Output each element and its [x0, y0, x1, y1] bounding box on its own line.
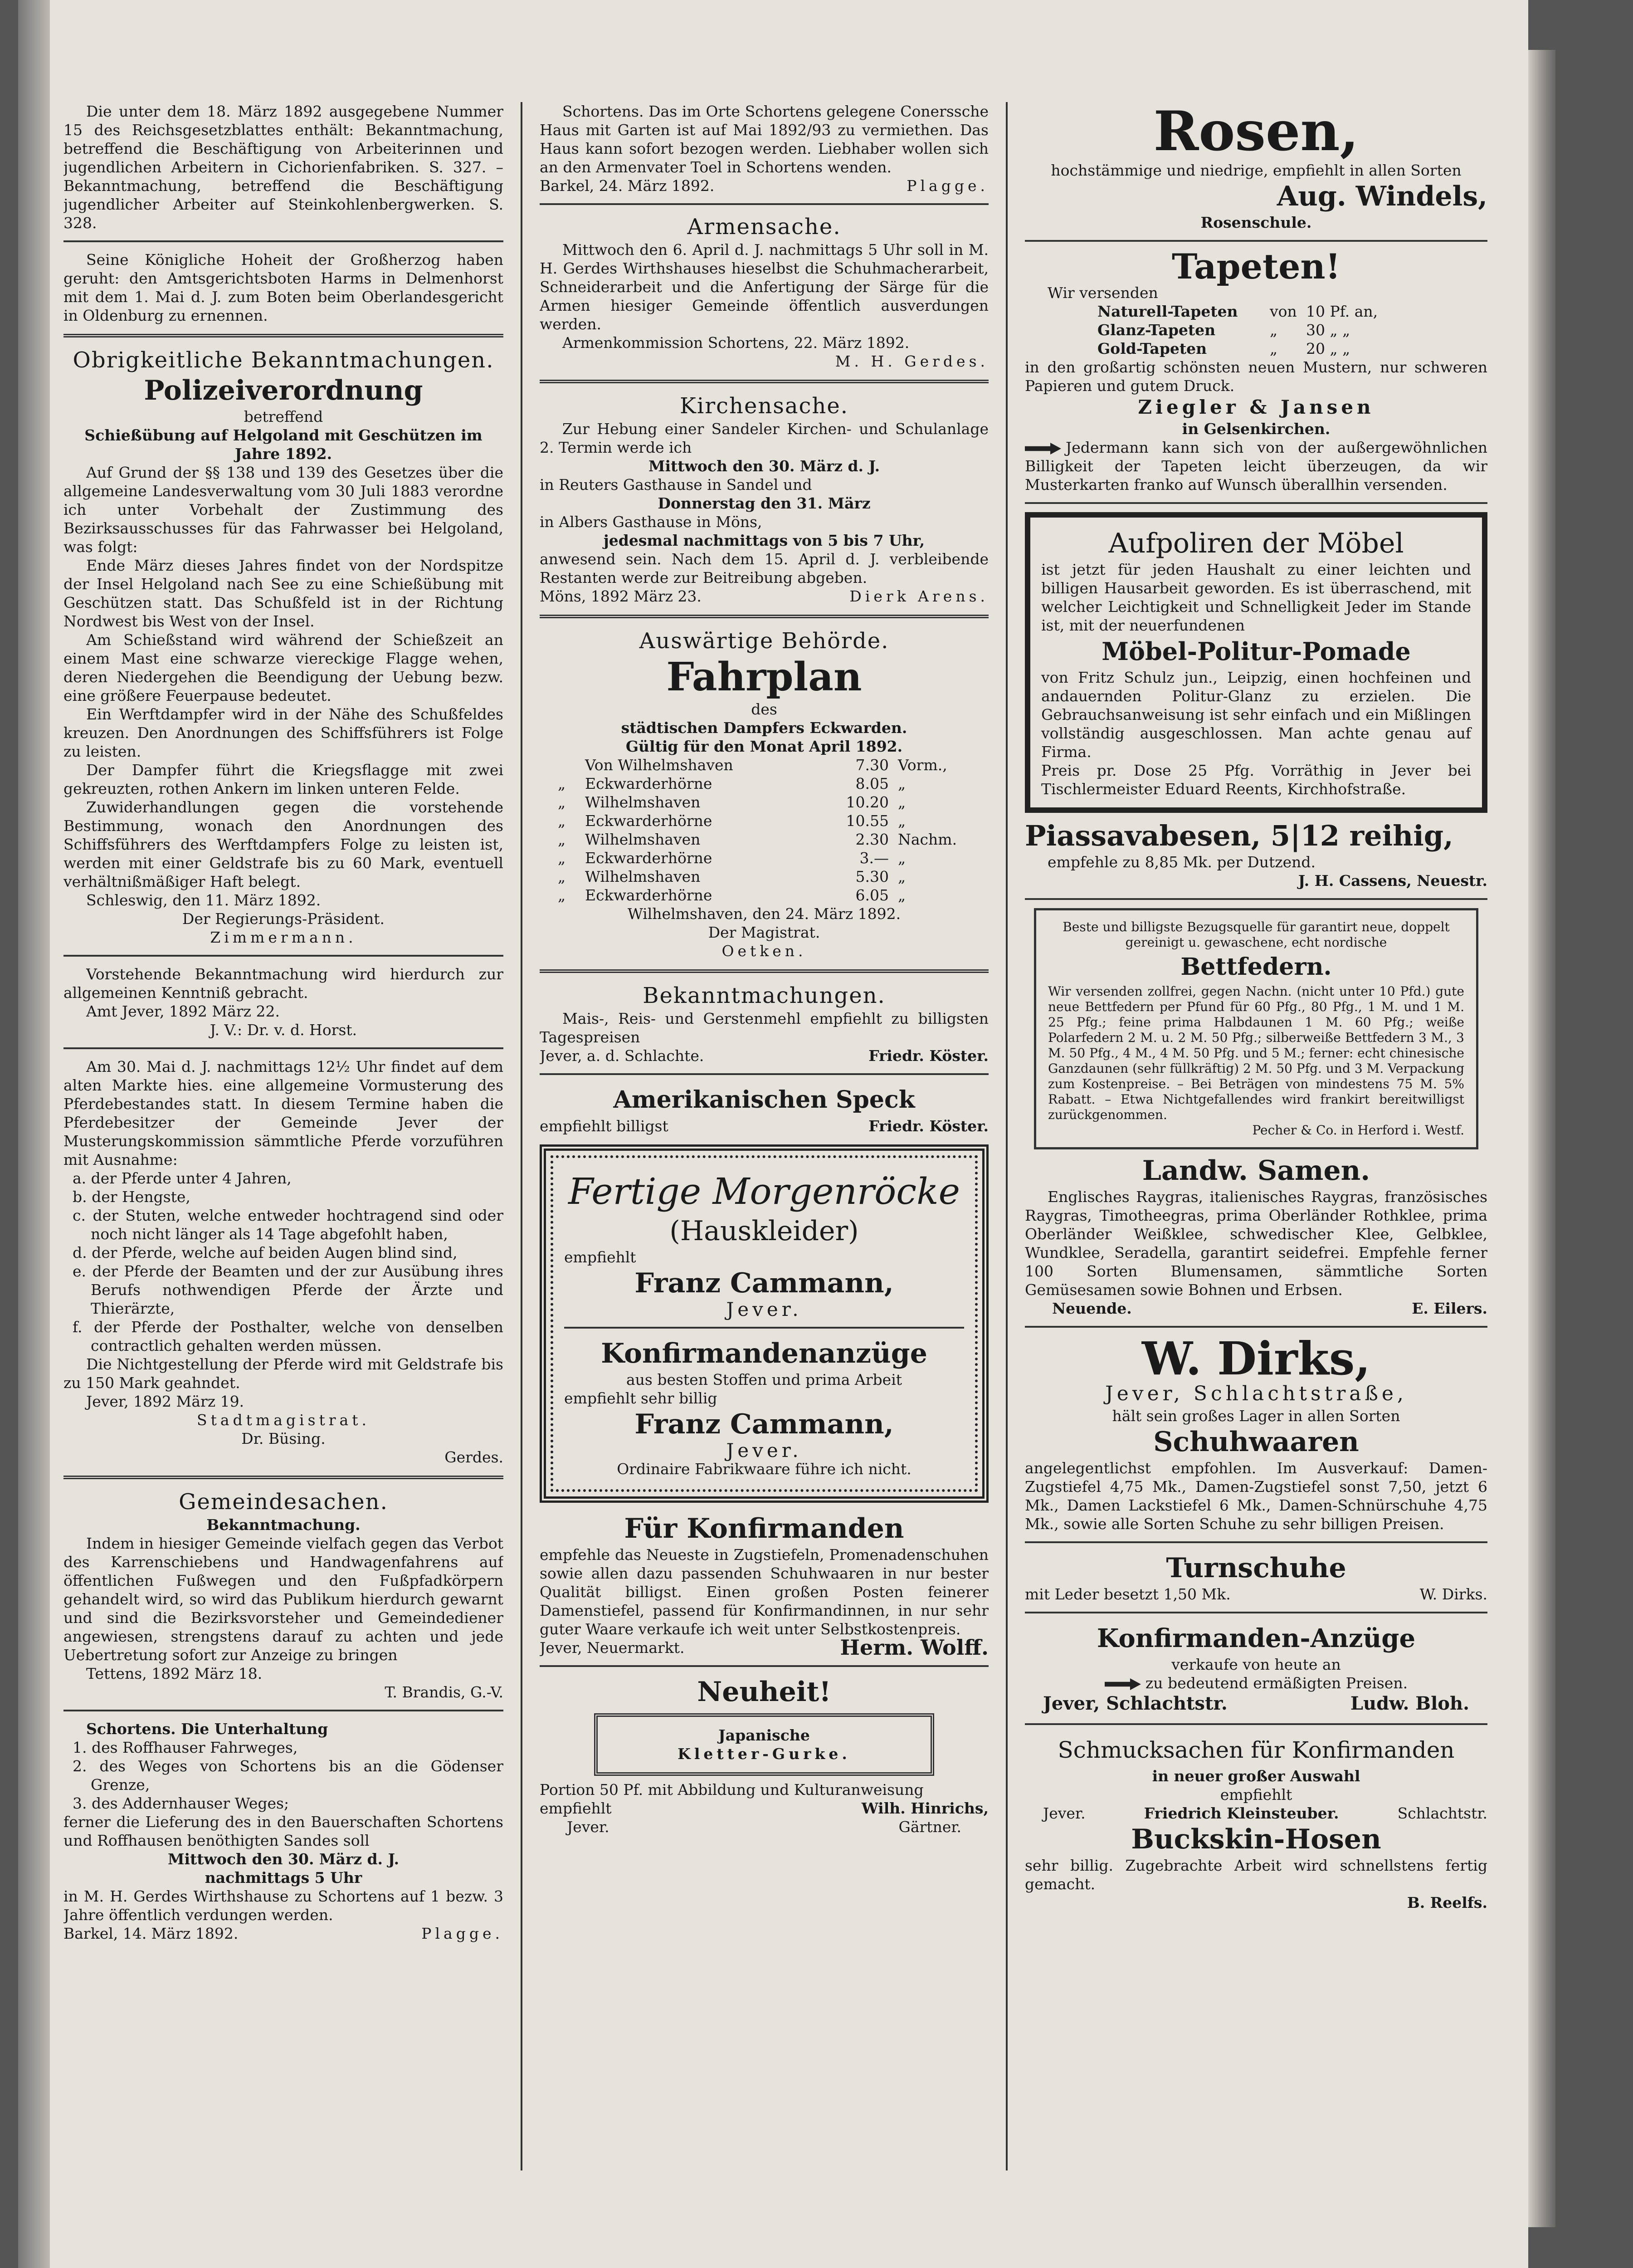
divider: [540, 1665, 989, 1667]
aufpoliren-title: Aufpoliren der Möbel: [1108, 528, 1404, 559]
schmucksachen-text: empfiehlt: [1220, 1786, 1292, 1804]
piassava-firm: J. H. Cassens, Neuestr.: [1298, 872, 1487, 890]
divider: [540, 380, 989, 383]
divider: [63, 1710, 503, 1711]
fahrplan-validity: Gültig für den Monat April 1892.: [625, 738, 903, 755]
buckskin-signature: B. Reelfs.: [1407, 1894, 1487, 1911]
tapeten-town: in Gelsenkirchen.: [1182, 420, 1331, 438]
fuer-konfirmanden-footer: [540, 1635, 989, 1660]
neuheit-town: Jever.: [567, 1818, 609, 1836]
gemeinde-paragraph: Indem in hiesiger Gemeinde vielfach gegen das Verbot des Karrenschiebens und Handwagenfahrens auf öffentlichen Fußwegen und den Fußpfadkörpern gehandelt wird, so wird das Publikum hierdurch gewarnt und sind die Bezirksvorsteher und Gemeindediener angewiesen, strengstens darauf zu achten und jede Uebertretung sofort zur Anzeige zu bringen: [63, 1535, 503, 1664]
dirks-product: Schuhwaaren: [1153, 1426, 1359, 1458]
divider: [564, 1327, 964, 1329]
tapeten-text: in den großartig schönsten neuen Mustern, nur schweren Papieren und gutem Druck.: [1025, 358, 1487, 395]
konfirmanden-anzuege-address: Jever, Schlachtstr.: [1043, 1693, 1228, 1714]
tapeten-firm: Ziegler & Jansen: [1138, 396, 1375, 418]
section-heading-armensache: Armensache.: [687, 214, 841, 240]
gemeinde-signature: T. Brandis, G.-V.: [385, 1683, 503, 1701]
tapeten-text: Wir versenden: [1048, 284, 1158, 302]
kirchen-time-bold: jedesmal nachmittags von 5 bis 7 Uhr,: [603, 532, 925, 549]
tapeten-title: Tapeten!: [1171, 246, 1341, 287]
schortens-intro: Schortens. Die Unterhaltung: [86, 1720, 328, 1738]
schortens-signature: Plagge.: [421, 1925, 503, 1942]
dirks-address: Jever, Schlachtstraße,: [1105, 1382, 1407, 1405]
section-heading-obrigkeitliche: Obrigkeitliche Bekanntmachungen.: [73, 347, 494, 373]
polizei-paragraph: Ende März dieses Jahres findet von der Nordspitze der Insel Helgoland nach See zu eine Schießübung mit Geschützen statt. Das Schußfeld ist in der Richtung Nordwest bis West von der Insel.: [63, 557, 503, 630]
table-row: „ Eckwarderhörne 10.55 „: [558, 812, 906, 830]
haus-date: Barkel, 24. März 1892.: [540, 177, 715, 195]
column-1: [63, 102, 503, 2170]
neuheit-profession: Gärtner.: [898, 1818, 961, 1836]
divider: [540, 1073, 989, 1075]
divider: [1025, 1326, 1487, 1328]
fahrplan-signature: Der Magistrat.: [708, 924, 820, 941]
mais-firm: Friedr. Köster.: [868, 1047, 989, 1065]
polizei-signature-name: Zimmermann.: [210, 929, 357, 946]
turnschuhe-firm: W. Dirks.: [1419, 1585, 1487, 1603]
pointing-hand-icon: [1025, 443, 1061, 455]
divider: [1025, 898, 1487, 900]
speck-title: Amerikanischen Speck: [613, 1086, 915, 1114]
schmucksachen-title: Schmucksachen für Konfirmanden: [1058, 1737, 1455, 1763]
fuer-konfirmanden-firm: Herm. Wolff.: [840, 1635, 989, 1660]
kirchen-paragraph: anwesend sein. Nach dem 15. April d. J. verbleibende Restanten werde zur Beitreibung abgeben.: [540, 550, 989, 587]
table-row: „ Eckwarderhörne 3.— „: [558, 849, 906, 867]
konfirmanden-anzuege-title: Konfirmanden-Anzüge: [1097, 1623, 1416, 1653]
rosen-title: Rosen,: [1153, 102, 1359, 163]
musterung-strafe: Die Nichtgestellung der Pferde wird mit Geldstrafe bis zu 150 Mark geahndet.: [63, 1355, 503, 1392]
piassava-title: Piassavabesen, 5|12 reihig,: [1025, 819, 1453, 852]
section-heading-kirchensache: Kirchensache.: [680, 393, 848, 419]
fahrplan-signature-name: Oetken.: [721, 942, 807, 960]
list-item: c. der Stuten, welche entweder hochtragend sind oder noch nicht länger als 14 Tage abgefohlt haben,: [73, 1207, 503, 1243]
column-rule: [521, 102, 522, 2170]
mais-address: Jever, a. d. Schlachte.: [540, 1047, 704, 1065]
turnschuhe-title: Turnschuhe: [1166, 1552, 1346, 1584]
neuheit-text: Portion 50 Pf. mit Abbildung und Kulturanweisung: [540, 1781, 924, 1799]
dirks-title: W. Dirks,: [1141, 1332, 1371, 1385]
list-item: e. der Pferde der Beamten und der zur Ausübung ihres Berufs nothwendigen Pferde der Ärzte und Thierärzte,: [73, 1262, 503, 1317]
armen-paragraph: Mittwoch den 6. April d. J. nachmittags 5 Uhr soll in M. H. Gerdes Wirthshauses hieselbst die Schuhmacherarbeit, Schneiderarbeit und die Anfertigung der Särge für die Armen hiesiger Gemeinde öffentlich ausverdungen werden.: [540, 241, 989, 333]
bettfedern-text: Wir versenden zollfrei, gegen Nachn. (nicht unter 10 Pfd.) gute neue Bettfedern per Pfund für 60 Pfg., 80 Pfg., 1 M. und 1 M. 25 Pfg.; feine prima Halbdaunen 1 M. 60 Pfg.; weiße Polarfedern 2 M. u. 2 M. 50 Pfg.; silberweiße Bettfedern 3 M., 3 M. 50 Pfg., 4 M., 4 M. 50 Pfg. und 5 M.; ferner: echt chinesische Ganzdaunen (sehr füllkräftig) 2 M. 50 Pfg. und 3 M. Verpackung zum Kostenpreise. – Bei Beträgen von mindestens 75 M. 5% Rabatt. – Etwa Nichtgefallendes wird frankirt bereitwilligst zurückgenommen.: [1048, 984, 1464, 1122]
table-row: Gold-Tapeten „ 20 „ „: [1097, 340, 1350, 357]
section-heading-auswaertige: Auswärtige Behörde.: [639, 628, 889, 654]
musterung-paragraph: Am 30. Mai d. J. nachmittags 12½ Uhr findet auf dem alten Markte hies. eine allgemeine Vormusterung des Pferdebestandes statt. In diesem Termine haben die Pferdebesitzer der Gemeinde Jever der Musterungskommission sämmtliche Pferde vorzuführen mit Ausnahme:: [63, 1058, 503, 1168]
column-3: [1025, 102, 1487, 2170]
schmucksachen-text: in neuer großer Auswahl: [1152, 1767, 1360, 1785]
fuer-konfirmanden-title: Für Konfirmanden: [624, 1513, 904, 1545]
buckskin-title: Buckskin-Hosen: [1131, 1823, 1381, 1855]
neuheit-empfiehlt: empfiehlt: [540, 1799, 612, 1817]
polizei-subject: Schießübung auf Helgoland mit Geschützen im Jahre 1892.: [84, 426, 483, 463]
haus-signature: Plagge.: [907, 177, 989, 195]
mais-ad: Mais-, Reis- und Gerstenmehl empfiehlt zu billigsten Tagespreisen: [540, 1010, 989, 1046]
divider: [540, 203, 989, 205]
table-row: Glanz-Tapeten „ 30 „ „: [1097, 321, 1350, 339]
polizei-paragraph: Ein Werftdampfer wird in der Nähe des Schußfeldes kreuzen. Den Anordnungen des Schiffsführers ist Folge zu leisten.: [63, 705, 503, 760]
list-item: f. der Pferde der Posthalter, welche von denselben contractlich gehalten werden müssen.: [73, 1318, 503, 1354]
schortens-paragraph: in M. H. Gerdes Wirthshause zu Schortens auf 1 bezw. 3 Jahre öffentlich verdungen werden.: [63, 1887, 503, 1924]
rosen-firm: Aug. Windels,: [1277, 181, 1487, 212]
haus-notice: Schortens. Das im Orte Schortens gelegene Conerssche Haus mit Garten ist auf Mai 1892/93 zu vermiethen. Das Haus kann sofort bezogen werden. Liebhaber wollen sich an den Armenvater Toel in Schortens wenden.: [540, 103, 989, 176]
musterung-signature: Stadtmagistrat.: [197, 1411, 370, 1429]
bettfedern-ad: [1034, 908, 1478, 1149]
divider: [540, 615, 989, 618]
neuheit-firm: Wilh. Hinrichs,: [861, 1799, 989, 1817]
list-item: d. der Pferde, welche auf beiden Augen blind sind,: [73, 1244, 458, 1261]
kirchen-footer: [540, 587, 989, 606]
tapeten-price-list: [1025, 302, 1487, 358]
fahrplan-des: des: [751, 700, 777, 718]
konfirmandenanzuege-title: Konfirmandenanzüge: [601, 1338, 927, 1369]
armen-date: Armenkommission Schortens, 22. März 1892.: [562, 334, 910, 352]
konfirmandenanzuege-text: aus besten Stoffen und prima Arbeit: [626, 1371, 902, 1388]
dirks-text: angelegentlichst empfohlen. Im Ausverkauf: Damen-Zugstiefel 4,75 Mk., Damen-Zugstiefel sonst 7,50, jetzt 6 Mk., Damen Lackstiefel 6 Mk., Damen-Schnürschuhe 4,75 Mk., sowie alle Sorten Schuhe zu sehr billigen Preisen.: [1025, 1459, 1487, 1533]
haus-footer: [540, 176, 989, 195]
landw-samen-town: Neuende.: [1052, 1300, 1132, 1317]
landw-samen-footer: [1025, 1299, 1487, 1318]
divider: [1025, 1612, 1487, 1613]
neuheit-product: Japanische: [718, 1726, 810, 1744]
gemeinde-subheading: Bekanntmachung.: [206, 1516, 361, 1534]
list-item: 1. des Roffhauser Fahrweges,: [73, 1739, 298, 1756]
list-item: b. der Hengste,: [73, 1188, 190, 1206]
morgenroecke-empfiehlt: empfiehlt: [564, 1248, 636, 1266]
reichsgesetz-notice: Die unter dem 18. März 1892 ausgegebene Nummer 15 des Reichsgesetzblattes enthält: Bekanntmachung, betreffend die Beschäftigung von Arbeiterinnen und jugendlichen Arbeitern in Cichorienfabriken. S. 327. – Bekanntmachung, betreffend die Beschäftigung jugendlicher Arbeiter auf Steinkohlenbergwerken. S. 328.: [63, 103, 503, 232]
konfirmandenanzuege-note: Ordinaire Fabrikwaare führe ich nicht.: [617, 1460, 912, 1478]
konfirmanden-anzuege-text: verkaufe von heute an: [1171, 1656, 1341, 1673]
schortens-paragraph: ferner die Lieferung des in den Bauerschaften Schortens und Roffhausen benöthigten Sandes soll: [63, 1813, 503, 1849]
schortens-date-bold: Mittwoch den 30. März d. J.: [167, 1850, 400, 1868]
divider: [1025, 1723, 1487, 1725]
tapeten-note: Jedermann kann sich von der außergewöhnlichen Billigkeit der Tapeten leicht überzeugen, da wir Musterkarten franko auf Wunsch überallhin versenden.: [1025, 439, 1487, 494]
konfirmanden-anzuege-footer: [1025, 1692, 1487, 1715]
rosen-text: hochstämmige und niedrige, empfiehlt in allen Sorten: [1051, 161, 1462, 179]
kirchen-paragraph: in Reuters Gasthause in Sandel und: [540, 476, 812, 494]
piassava-text: empfehle zu 8,85 Mk. per Dutzend.: [1048, 853, 1316, 871]
divider: [63, 955, 503, 957]
aufpoliren-price: Preis pr. Dose 25 Pfg. Vorräthig in Jever bei Tischlermeister Eduard Reents, Kirchhofstraße.: [1041, 762, 1471, 798]
bettfedern-header: Beste und billigste Bezugsquelle für garantirt neue, doppelt gereinigt u. gewaschene, echt nordische: [1063, 919, 1450, 950]
aufpoliren-text: von Fritz Schulz jun., Leipzig, einen hochfeinen und andauernden Politur-Glanz zu erzielen. Die Gebrauchsanweisung ist sehr einfach und ein Mißlingen vollständig ausgeschlossen. Man achte genau auf Firma.: [1041, 669, 1471, 761]
table-row: „ Wilhelmshaven 10.20 „: [558, 793, 906, 811]
fahrplan-subtitle: städtischen Dampfers Eckwarden.: [621, 719, 907, 737]
morgenroecke-ad: [540, 1144, 989, 1503]
divider: [1025, 240, 1487, 242]
divider: [1025, 1541, 1487, 1543]
fahrplan-table: [540, 756, 989, 904]
schmucksachen-town: Jever.: [1043, 1804, 1086, 1822]
vorstehende-notice: Vorstehende Bekanntmachung wird hierdurch zur allgemeinen Kenntniß gebracht.: [63, 965, 503, 1002]
morgenroecke-town: Jever.: [726, 1298, 802, 1320]
landw-samen-text: Englisches Raygras, italienisches Raygras, französisches Raygras, Timotheegras, prima Oberländer Rothklee, prima Oberländer Weißklee, schwedischer Klee, Gelbklee, Wundklee, Seradella, garantirt seidefrei. Empfehle ferner 100 Sorten Blumensamen, sämmtliche Sorten Gemüsesamen sowie Bohnen und Erbsen.: [1025, 1188, 1487, 1299]
polizei-signature: Der Regierungs-Präsident.: [182, 910, 385, 928]
schmucksachen-footer: [1025, 1804, 1487, 1823]
fuer-konfirmanden-text: empfehle das Neueste in Zugstiefeln, Promenadenschuhen sowie allen dazu passenden Schuhwaaren in nur bester Qualität billigst. Einen großen Posten feinerer Damenstiefel, passend für Konfirmandinnen, in nur sehr guter Waare verkaufe ich weit unter Selbstkostenpreis.: [540, 1546, 989, 1638]
fuer-konfirmanden-address: Jever, Neuermarkt.: [540, 1639, 685, 1657]
divider: [540, 969, 989, 973]
pointing-hand-icon: [1105, 1678, 1141, 1690]
musterung-date: Jever, 1892 März 19.: [86, 1393, 244, 1410]
konfirmandenanzuege-town: Jever.: [726, 1439, 802, 1461]
schortens-footer: [63, 1924, 503, 1943]
gemeinde-date: Tettens, 1892 März 18.: [86, 1665, 263, 1682]
neuheit-product: Kletter-Gurke.: [678, 1745, 851, 1763]
polizei-paragraph: Am Schießstand wird während der Schießzeit an einem Mast eine schwarze viereckige Flagge wehen, deren Niedergehen die Beendigung der Uebung bezw. eine größere Feuerpause bedeutet.: [63, 631, 503, 704]
kirchen-paragraph: Zur Hebung einer Sandeler Kirchen- und Schulanlage 2. Termin werde ich: [540, 420, 989, 456]
list-item: 2. des Weges von Schortens bis an die Gödenser Grenze,: [73, 1757, 503, 1794]
table-row: „ Wilhelmshaven 5.30 „: [558, 868, 906, 885]
dirks-text: hält sein großes Lager in allen Sorten: [1112, 1407, 1400, 1425]
schmucksachen-street: Schlachtstr.: [1397, 1804, 1487, 1822]
landw-samen-firm: E. Eilers.: [1412, 1300, 1487, 1317]
polizei-betreffend: betreffend: [244, 408, 323, 425]
armen-signature: M. H. Gerdes.: [835, 352, 989, 370]
musterung-exceptions-list: [63, 1169, 503, 1355]
schortens-time-bold: nachmittags 5 Uhr: [205, 1869, 362, 1887]
list-item: a. der Pferde unter 4 Jahren,: [73, 1169, 292, 1187]
speck-text: empfiehlt billigst: [540, 1117, 668, 1135]
page-edge: [1528, 50, 1555, 2227]
turnschuhe-price: mit Leder besetzt 1,50 Mk.: [1025, 1585, 1231, 1603]
neuheit-footer: [540, 1818, 989, 1836]
morgenroecke-subtitle: (Hauskleider): [669, 1215, 859, 1247]
schortens-date: Barkel, 14. März 1892.: [63, 1925, 239, 1942]
konfirmanden-anzuege-firm: Ludw. Bloh.: [1350, 1693, 1469, 1714]
table-row: „ Eckwarderhörne 8.05 „: [558, 775, 906, 792]
konfirmanden-anzuege-text: zu bedeutend ermäßigten Preisen.: [1025, 1674, 1487, 1692]
mais-footer: [540, 1046, 989, 1065]
polizei-paragraph: Zuwiderhandlungen gegen die vorstehende Bestimmung, wonach den Anordnungen des Schiffsführers des Werftdampfers Folge zu leisten ist, werden mit einer Geldstrafe bis zu 60 Mark, eventuell verhältnißmäßiger Haft belegt.: [63, 798, 503, 890]
page-fold-shadow: [18, 0, 50, 2268]
morgenroecke-title: Fertige Morgenröcke: [568, 1170, 960, 1212]
kirchen-date: Möns, 1892 März 23.: [540, 587, 702, 605]
kirchen-paragraph: in Albers Gasthause in Möns,: [540, 513, 762, 531]
musterung-signature-name: Dr. Büsing.: [241, 1430, 326, 1447]
fahrplan-title: Fahrplan: [666, 654, 862, 700]
list-item: 3. des Addernhauser Weges;: [73, 1794, 289, 1812]
column-2: [540, 102, 989, 2170]
aufpoliren-ad: [1025, 512, 1487, 813]
morgenroecke-firm: Franz Cammann,: [634, 1267, 894, 1299]
polizei-paragraph: Der Dampfer führt die Kriegsflagge mit zwei gekreuzten, rothen Ankern im linken unteren Felde.: [63, 761, 503, 797]
bettfedern-firm: Pecher & Co. in Herford i. Westf.: [1252, 1123, 1464, 1138]
divider: [63, 240, 503, 242]
amt-date: Amt Jever, 1892 März 22.: [86, 1002, 280, 1020]
kirchen-date-bold: Donnerstag den 31. März: [658, 494, 871, 512]
column-rule: [1006, 102, 1008, 2170]
grossherzog-notice: Seine Königliche Hoheit der Großherzog haben geruht: den Amtsgerichtsboten Harms in Delmenhorst mit dem 1. Mai d. J. zum Boten beim Oberlandesgericht in Oldenburg zu ernennen.: [63, 251, 503, 324]
divider: [63, 334, 503, 337]
table-row: Naturell-Tapeten von 10 Pf. an,: [1097, 303, 1378, 320]
neuheit-title: Neuheit!: [697, 1676, 831, 1708]
turnschuhe-footer: [1025, 1585, 1487, 1603]
konfirmandenanzuege-text: empfiehlt sehr billig: [564, 1389, 717, 1407]
rosen-subtitle: Rosenschule.: [1200, 214, 1312, 231]
section-heading-bekanntmachungen: Bekanntmachungen.: [643, 983, 886, 1008]
fahrplan-date: Wilhelmshaven, den 24. März 1892.: [627, 905, 901, 923]
speck-firm: Friedr. Köster.: [868, 1117, 989, 1135]
table-row: „ Eckwarderhörne 6.05 „: [558, 886, 906, 904]
schmucksachen-firm: Friedrich Kleinsteuber.: [1144, 1804, 1339, 1822]
buckskin-text: sehr billig. Zugebrachte Arbeit wird schnellstens fertig gemacht.: [1025, 1857, 1487, 1893]
divider: [1025, 502, 1487, 504]
bettfedern-title: Bettfedern.: [1180, 953, 1332, 981]
divider: [63, 1047, 503, 1049]
neuheit-box: [594, 1713, 934, 1776]
speck-footer: [540, 1117, 989, 1135]
konfirmandenanzuege-firm: Franz Cammann,: [634, 1408, 894, 1440]
neuheit-firm-row: [540, 1799, 989, 1818]
landw-samen-title: Landw. Samen.: [1142, 1155, 1370, 1187]
table-row: Von Wilhelmshaven 7.30 Vorm.,: [585, 756, 947, 774]
kirchen-signature: Dierk Arens.: [849, 587, 989, 605]
section-heading-gemeindesachen: Gemeindesachen.: [179, 1489, 388, 1515]
aufpoliren-text: ist jetzt für jeden Haushalt zu einer leichten und billigen Hausarbeit geworden. Es ist überraschend, mit welcher Leichtigkeit und Schnelligkeit Jeder im Stande ist, mit der neuerfundenen: [1041, 561, 1471, 634]
schortens-list: [63, 1738, 503, 1813]
polizei-paragraph: Auf Grund der §§ 138 und 139 des Gesetzes über die allgemeine Landesverwaltung vom 30 Juli 1883 verordne ich unter Vorbehalt der Zustimmung des Bezirksausschusses für das Fahrwasser bei Helgoland, was folgt:: [63, 464, 503, 556]
table-row: „ Wilhelmshaven 2.30 Nachm.: [558, 831, 957, 848]
polizeiverordnung-title: Polizeiverordnung: [144, 375, 423, 406]
musterung-signature-2: Gerdes.: [444, 1448, 503, 1466]
polizei-date: Schleswig, den 11. März 1892.: [86, 891, 321, 909]
kirchen-date-bold: Mittwoch den 30. März d. J.: [648, 457, 880, 475]
amt-signature: J. V.: Dr. v. d. Horst.: [210, 1021, 357, 1039]
divider: [63, 1476, 503, 1479]
aufpoliren-product: Möbel-Politur-Pomade: [1102, 637, 1411, 666]
